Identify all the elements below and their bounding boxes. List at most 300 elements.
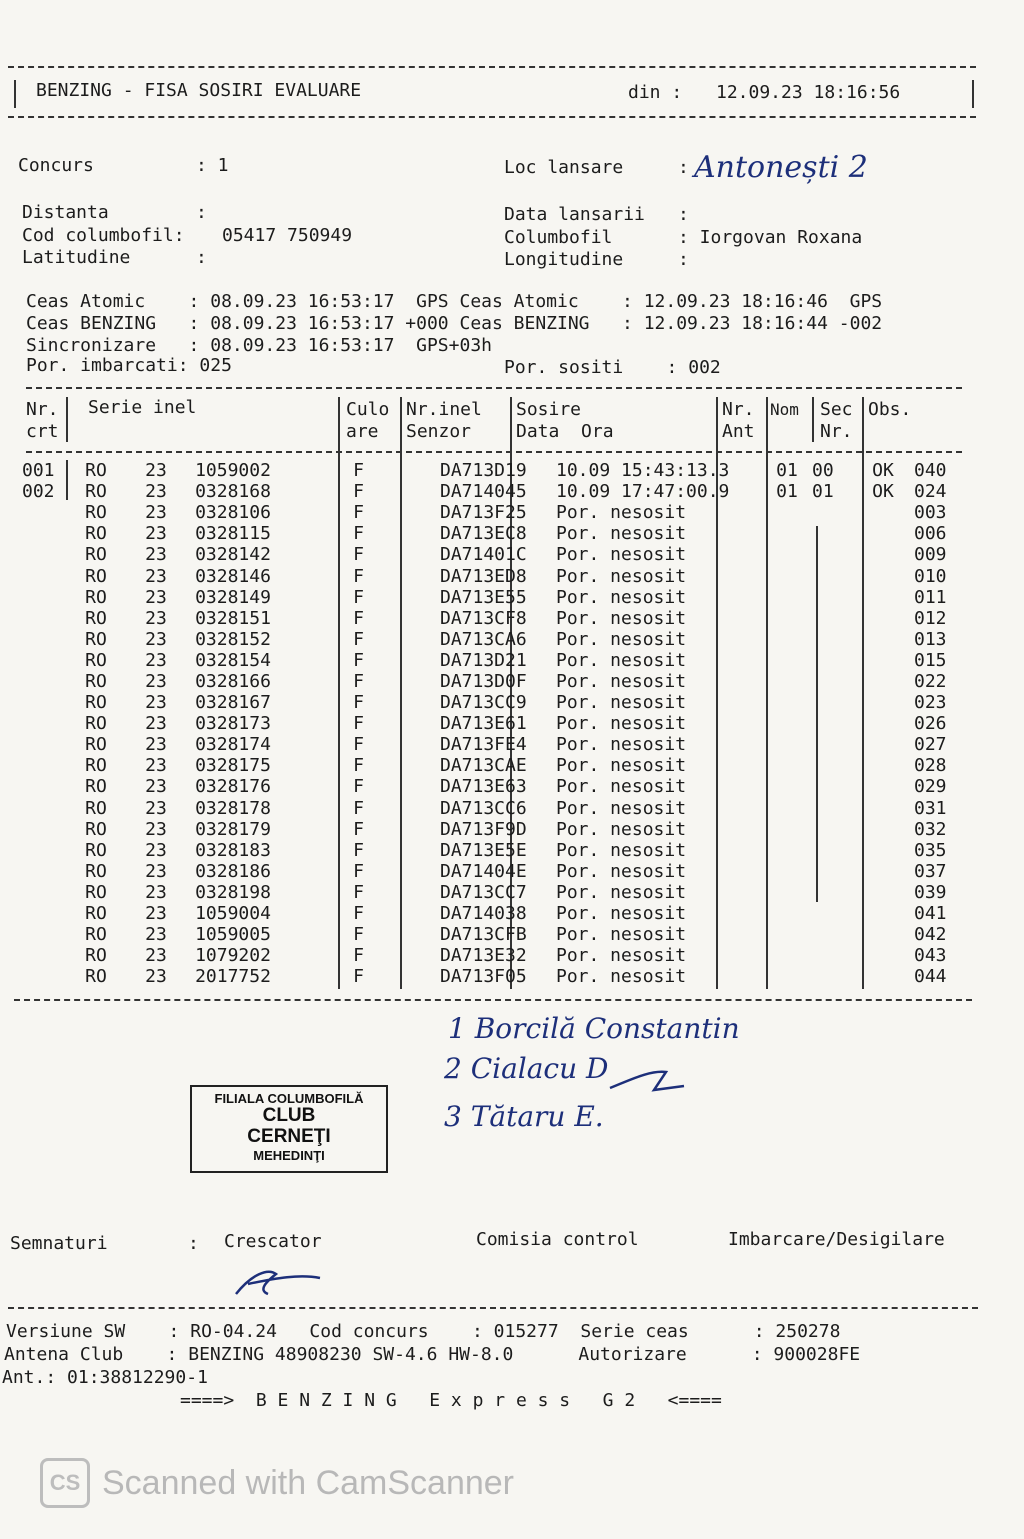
row-antenna: [762, 629, 812, 650]
row-obs: 040: [914, 460, 947, 482]
row-sex: F: [353, 713, 364, 735]
row-sec: [858, 882, 908, 903]
row-sec: OK: [872, 460, 894, 482]
imbarcare-label: Imbarcare/Desigilare: [728, 1229, 945, 1250]
row-antenna: [762, 966, 812, 987]
row-country: RO: [85, 502, 107, 524]
row-country: RO: [85, 692, 107, 714]
stamp-line-1: FILIALA COLUMBOFILĂ: [214, 1091, 364, 1106]
row-country: RO: [85, 776, 107, 798]
table-row: [22, 460, 974, 481]
row-nom: [812, 565, 858, 586]
row-antenna: [762, 544, 812, 565]
table-row: [22, 713, 974, 734]
row-arrival: Por. nesosit: [556, 945, 687, 967]
row-sec: [858, 861, 908, 882]
row-color: [372, 692, 434, 713]
distanta-value: :: [196, 202, 207, 223]
header-sosire: Sosire: [516, 399, 582, 420]
crescator-signature: [228, 1260, 328, 1302]
row-nom: [812, 966, 858, 987]
data-lansarii-value: :: [678, 204, 689, 225]
row-ring-number: 0328151: [195, 607, 271, 629]
row-sensor: DA713CC6: [440, 797, 527, 819]
row-color: [372, 840, 434, 861]
row-sex: F: [353, 903, 364, 925]
row-sensor: DA71401C: [440, 544, 527, 566]
comisia-label: Comisia control: [476, 1229, 639, 1250]
row-sec: [858, 840, 908, 861]
row-year: 23: [145, 481, 167, 503]
report-date-label: din :: [628, 82, 683, 103]
row-sec: [858, 966, 908, 987]
row-sex: F: [353, 945, 364, 967]
row-nom: [812, 819, 858, 840]
row-sec: [858, 692, 908, 713]
row-arrival: Por. nesosit: [556, 797, 687, 819]
row-obs: 013: [914, 628, 947, 650]
row-sex: F: [353, 755, 364, 777]
row-sex: F: [353, 460, 364, 482]
report-date-value: 12.09.23 18:16:56: [716, 82, 901, 103]
row-sensor: DA713D0F: [440, 670, 527, 692]
row-nr: [22, 966, 66, 987]
row-year: 23: [145, 692, 167, 714]
header-nom: Nom: [770, 400, 799, 419]
row-color: [372, 755, 434, 776]
row-nom: [812, 924, 858, 945]
footer-line-4: ====> B E N Z I N G E x p r e s s G 2 <====: [180, 1390, 722, 1411]
row-arrival: Por. nesosit: [556, 649, 687, 671]
row-sex: F: [353, 670, 364, 692]
row-color: [372, 819, 434, 840]
row-sec: [858, 755, 908, 776]
stamp-line-3: CERNEŢI: [247, 1126, 331, 1147]
row-ring-number: 1059002: [195, 460, 271, 482]
row-sensor: DA713E63: [440, 776, 527, 798]
arrivals-table: [22, 460, 974, 987]
row-sec: [858, 629, 908, 650]
row-obs: 012: [914, 607, 947, 629]
row-nom: [812, 692, 858, 713]
row-obs: 010: [914, 565, 947, 587]
row-ring-number: 0328142: [195, 544, 271, 566]
row-color: [372, 734, 434, 755]
row-sensor: DA713D21: [440, 649, 527, 671]
row-obs: 015: [914, 649, 947, 671]
row-sensor: DA713CAE: [440, 755, 527, 777]
row-nom: [812, 734, 858, 755]
report-title: BENZING - FISA SOSIRI EVALUARE: [36, 80, 362, 101]
row-country: RO: [85, 881, 107, 903]
row-sex: F: [353, 860, 364, 882]
row-antenna: [762, 882, 812, 903]
row-sensor: DA714038: [440, 903, 527, 925]
row-nom: [812, 671, 858, 692]
row-arrival: Por. nesosit: [556, 565, 687, 587]
header-data-ora: Data Ora: [516, 421, 614, 442]
loc-lansare-label: Loc lansare: [504, 157, 624, 178]
row-antenna: [762, 502, 812, 523]
clock-line-sync: Sincronizare : 08.09.23 16:53:17 GPS+03h: [26, 335, 492, 356]
loc-lansare-handwritten: Antonești 2: [694, 150, 868, 185]
row-arrival: Por. nesosit: [556, 755, 687, 777]
row-color: [372, 861, 434, 882]
row-obs: 006: [914, 523, 947, 545]
row-nr: [22, 565, 66, 586]
header-are: are: [346, 421, 379, 442]
row-sex: F: [353, 607, 364, 629]
handwritten-note-3: 3 Tătaru E.: [444, 1100, 604, 1133]
row-nr: [22, 629, 66, 650]
table-row: [22, 945, 974, 966]
row-nr: 001: [22, 460, 55, 482]
row-ring-number: 0328183: [195, 839, 271, 861]
row-sex: F: [353, 734, 364, 756]
row-sensor: DA713E32: [440, 945, 527, 967]
row-country: RO: [85, 839, 107, 861]
table-row: [22, 502, 974, 523]
row-color: [372, 523, 434, 544]
row-nom: [812, 713, 858, 734]
row-ring-number: 0328186: [195, 860, 271, 882]
row-sensor: DA713CFB: [440, 924, 527, 946]
row-obs: 027: [914, 734, 947, 756]
footer-line-3: Ant.: 01:38812290-1: [2, 1367, 208, 1388]
row-color: [372, 776, 434, 797]
row-year: 23: [145, 460, 167, 482]
table-row: [22, 734, 974, 755]
latitudine-value: :: [196, 247, 207, 268]
row-nr: [22, 776, 66, 797]
row-obs: 024: [914, 481, 947, 503]
row-color: [372, 502, 434, 523]
row-ring-number: 0328149: [195, 586, 271, 608]
row-nom: [812, 587, 858, 608]
row-nom: 01: [812, 481, 834, 503]
row-sec: [858, 798, 908, 819]
row-sec: [858, 587, 908, 608]
row-sex: F: [353, 544, 364, 566]
row-year: 23: [145, 818, 167, 840]
row-antenna: [762, 776, 812, 797]
row-arrival: Por. nesosit: [556, 586, 687, 608]
row-year: 23: [145, 797, 167, 819]
row-arrival: Por. nesosit: [556, 544, 687, 566]
header-nr-inel: Nr.inel: [406, 399, 482, 420]
table-row: [22, 861, 974, 882]
row-sec: [858, 502, 908, 523]
row-sec: [858, 924, 908, 945]
row-ring-number: 0328167: [195, 692, 271, 714]
row-ring-number: 1079202: [195, 945, 271, 967]
table-row: [22, 544, 974, 565]
row-nr: 002: [22, 481, 55, 503]
row-arrival: Por. nesosit: [556, 692, 687, 714]
arrivals-table-body: [22, 460, 974, 987]
row-nr: [22, 502, 66, 523]
row-country: RO: [85, 628, 107, 650]
row-sec: [858, 650, 908, 671]
row-sec: OK: [872, 481, 894, 503]
stamp-line-2: CLUB: [262, 1105, 316, 1126]
row-year: 23: [145, 523, 167, 545]
row-nom: [812, 798, 858, 819]
row-obs: 011: [914, 586, 947, 608]
table-row: [22, 650, 974, 671]
row-sensor: DA713CC9: [440, 692, 527, 714]
crescator-label: Crescator: [224, 1231, 322, 1252]
row-country: RO: [85, 945, 107, 967]
row-obs: 009: [914, 544, 947, 566]
row-ring-number: 0328154: [195, 649, 271, 671]
row-obs: 026: [914, 713, 947, 735]
row-nr: [22, 903, 66, 924]
row-year: 23: [145, 734, 167, 756]
row-sec: [858, 565, 908, 586]
row-arrival: 10.09 17:47:00.9: [556, 481, 730, 503]
row-year: 23: [145, 649, 167, 671]
cod-columbofil-value: 05417 750949: [222, 225, 353, 246]
row-year: 23: [145, 755, 167, 777]
row-antenna: [762, 523, 812, 544]
row-arrival: Por. nesosit: [556, 860, 687, 882]
table-row: [22, 671, 974, 692]
row-sex: F: [353, 502, 364, 524]
row-sensor: DA713CA6: [440, 628, 527, 650]
row-color: [372, 798, 434, 819]
row-ring-number: 1059005: [195, 924, 271, 946]
row-country: RO: [85, 734, 107, 756]
row-color: [372, 903, 434, 924]
row-sex: F: [353, 818, 364, 840]
row-sensor: DA713E55: [440, 586, 527, 608]
row-color: [372, 924, 434, 945]
footer-rule: [8, 1307, 978, 1309]
row-ring-number: 0328176: [195, 776, 271, 798]
row-country: RO: [85, 607, 107, 629]
row-sex: F: [353, 881, 364, 903]
col-sep-nom: [812, 397, 814, 442]
row-ring-number: 0328174: [195, 734, 271, 756]
distanta-label: Distanta: [22, 202, 109, 223]
row-year: 23: [145, 776, 167, 798]
row-ring-number: 0328168: [195, 481, 271, 503]
row-nom: [812, 544, 858, 565]
row-sex: F: [353, 565, 364, 587]
row-ring-number: 0328166: [195, 670, 271, 692]
row-sec: [858, 903, 908, 924]
row-year: 23: [145, 502, 167, 524]
row-arrival: Por. nesosit: [556, 818, 687, 840]
row-nom: [812, 882, 858, 903]
row-sex: F: [353, 797, 364, 819]
row-ring-number: 1059004: [195, 903, 271, 925]
row-sex: F: [353, 523, 364, 545]
por-sositi: Por. sositi : 002: [504, 357, 721, 378]
row-antenna: [762, 565, 812, 586]
row-antenna: [762, 945, 812, 966]
table-row: [22, 819, 974, 840]
row-obs: 023: [914, 692, 947, 714]
row-arrival: Por. nesosit: [556, 607, 687, 629]
table-row: [22, 840, 974, 861]
row-antenna: [762, 903, 812, 924]
table-row: [22, 882, 974, 903]
clock-line-atomic: Ceas Atomic : 08.09.23 16:53:17 GPS Ceas Atomic : 12.09.23 18:16:46 GPS: [26, 291, 883, 312]
row-country: RO: [85, 649, 107, 671]
footer-line-2: Antena Club : BENZING 48908230 SW-4.6 HW-8.0 Autorizare : 900028FE: [4, 1344, 861, 1365]
row-ring-number: 0328152: [195, 628, 271, 650]
row-nr: [22, 587, 66, 608]
row-arrival: Por. nesosit: [556, 924, 687, 946]
row-sensor: DA713F9D: [440, 818, 527, 840]
header-bottom-rule: [8, 116, 976, 118]
row-nom: [812, 523, 858, 544]
row-arrival: Por. nesosit: [556, 628, 687, 650]
row-color: [372, 650, 434, 671]
row-country: RO: [85, 860, 107, 882]
row-color: [372, 565, 434, 586]
row-sec: [858, 819, 908, 840]
header-ant: Ant: [722, 421, 755, 442]
row-arrival: Por. nesosit: [556, 966, 687, 988]
row-sex: F: [353, 776, 364, 798]
columbofil-value: : Iorgovan Roxana: [678, 227, 863, 248]
row-country: RO: [85, 544, 107, 566]
row-ring-number: 2017752: [195, 966, 271, 988]
row-antenna: [762, 861, 812, 882]
row-color: [372, 481, 434, 502]
table-row: [22, 629, 974, 650]
row-sex: F: [353, 586, 364, 608]
row-country: RO: [85, 670, 107, 692]
row-arrival: Por. nesosit: [556, 502, 687, 524]
header-nr-ant: Nr.: [722, 399, 755, 420]
row-antenna: [762, 587, 812, 608]
row-obs: 041: [914, 903, 947, 925]
row-antenna: [762, 713, 812, 734]
camscanner-text: Scanned with CamScanner: [102, 1463, 515, 1502]
row-antenna: [762, 608, 812, 629]
row-sensor: DA713E61: [440, 713, 527, 735]
row-nr: [22, 819, 66, 840]
row-nr: [22, 840, 66, 861]
semnaturi-colon: :: [188, 1233, 199, 1254]
table-bottom-rule: [14, 999, 972, 1001]
row-nom: [812, 945, 858, 966]
row-color: [372, 629, 434, 650]
table-row: [22, 798, 974, 819]
row-country: RO: [85, 755, 107, 777]
table-row: [22, 587, 974, 608]
row-antenna: [762, 734, 812, 755]
row-antenna: [762, 840, 812, 861]
row-antenna: [762, 755, 812, 776]
row-antenna: [762, 798, 812, 819]
table-top-rule: [26, 387, 962, 389]
table-row: [22, 903, 974, 924]
header-sec-nr: Nr.: [820, 421, 853, 442]
row-country: RO: [85, 713, 107, 735]
row-color: [372, 713, 434, 734]
row-country: RO: [85, 797, 107, 819]
row-antenna: [762, 671, 812, 692]
row-obs: 044: [914, 966, 947, 988]
camscanner-logo-icon: CS: [40, 1458, 90, 1508]
row-arrival: Por. nesosit: [556, 523, 687, 545]
row-sensor: DA713EC8: [440, 523, 527, 545]
row-nom: [812, 629, 858, 650]
row-sex: F: [353, 481, 364, 503]
row-country: RO: [85, 903, 107, 925]
row-obs: 028: [914, 755, 947, 777]
columbofil-label: Columbofil: [504, 227, 613, 248]
row-sensor: DA713ED8: [440, 565, 527, 587]
row-color: [372, 544, 434, 565]
row-sensor: DA713E5E: [440, 839, 527, 861]
row-sec: [858, 713, 908, 734]
handwritten-signature-2: [600, 1060, 690, 1100]
row-obs: 032: [914, 818, 947, 840]
row-ring-number: 0328179: [195, 818, 271, 840]
row-nr: [22, 755, 66, 776]
row-nr: [22, 945, 66, 966]
row-ring-number: 0328106: [195, 502, 271, 524]
row-nr: [22, 882, 66, 903]
row-arrival: Por. nesosit: [556, 776, 687, 798]
row-sex: F: [353, 692, 364, 714]
table-row: [22, 565, 974, 586]
row-antenna: [762, 819, 812, 840]
stamp-line-4: MEHEDINŢI: [253, 1148, 325, 1163]
row-year: 23: [145, 628, 167, 650]
row-year: 23: [145, 713, 167, 735]
header-right-bar: [972, 80, 974, 108]
row-nr: [22, 798, 66, 819]
header-senzor: Senzor: [406, 421, 472, 442]
data-lansarii-label: Data lansarii: [504, 204, 645, 225]
concurs-label: Concurs: [18, 155, 94, 176]
clock-line-benzing: Ceas BENZING : 08.09.23 16:53:17 +000 Ceas BENZING : 12.09.23 18:16:44 -002: [26, 313, 883, 334]
row-country: RO: [85, 966, 107, 988]
row-nr: [22, 734, 66, 755]
row-country: RO: [85, 523, 107, 545]
row-arrival: Por. nesosit: [556, 839, 687, 861]
row-ring-number: 0328198: [195, 881, 271, 903]
header-serie-inel: Serie inel: [88, 397, 197, 418]
row-nom: [812, 502, 858, 523]
row-sec: [858, 523, 908, 544]
row-ring-number: 0328146: [195, 565, 271, 587]
row-sec: [858, 608, 908, 629]
row-sensor: DA713CF8: [440, 607, 527, 629]
row-year: 23: [145, 544, 167, 566]
row-nr: [22, 861, 66, 882]
table-row: [22, 755, 974, 776]
row-year: 23: [145, 860, 167, 882]
row-antenna: [762, 692, 812, 713]
row-sex: F: [353, 966, 364, 988]
row-obs: 043: [914, 945, 947, 967]
row-country: RO: [85, 565, 107, 587]
row-color: [372, 671, 434, 692]
row-year: 23: [145, 607, 167, 629]
row-nom: [812, 903, 858, 924]
row-arrival: 10.09 15:43:13.3: [556, 460, 730, 482]
row-sex: F: [353, 628, 364, 650]
row-nr: [22, 671, 66, 692]
